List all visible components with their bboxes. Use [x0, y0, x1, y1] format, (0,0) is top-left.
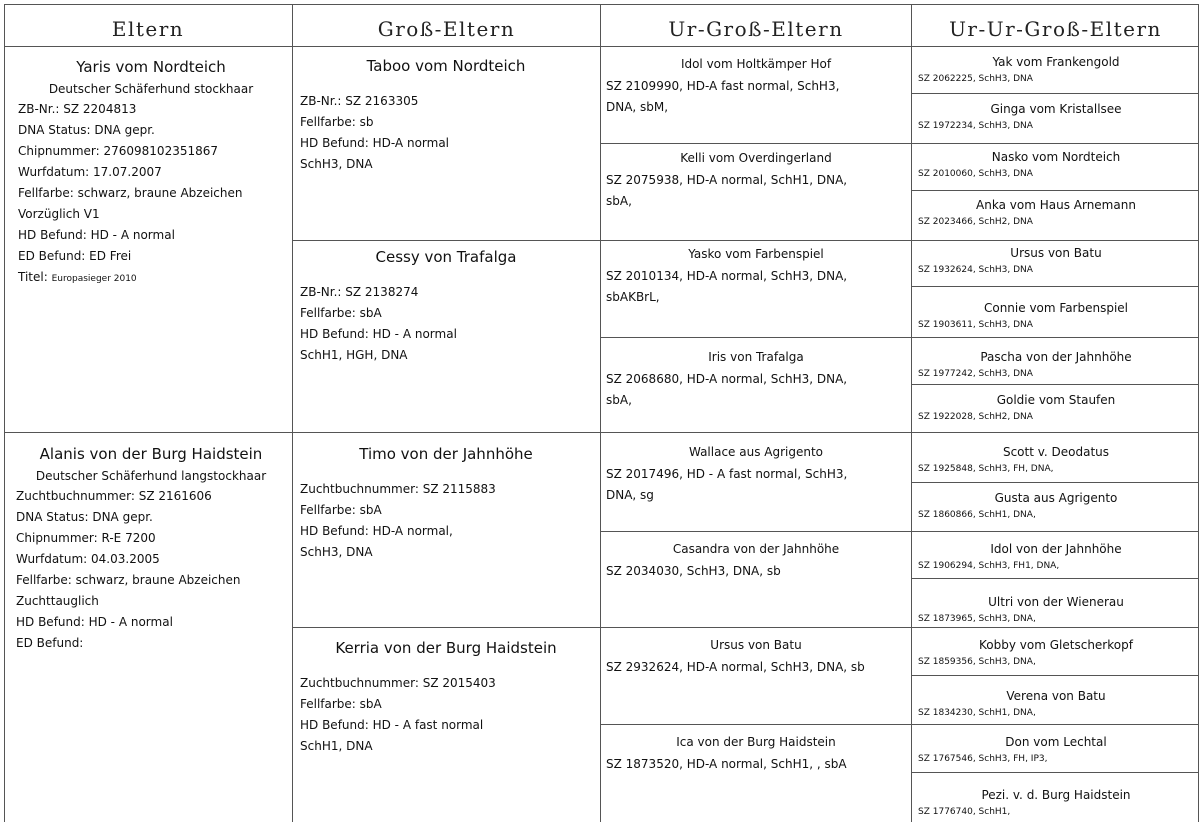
- dog-name: Ursus von Batu: [710, 638, 802, 652]
- dog-name: Cessy von Trafalga: [375, 248, 517, 266]
- title-value: Europasieger 2010: [51, 274, 137, 284]
- great-grandparent-cell: [606, 541, 906, 582]
- info-line: Fellfarbe: sbA: [300, 306, 382, 320]
- info-line: SZ 2932624, HD-A normal, SchH3, DNA, sb: [606, 660, 865, 674]
- dog-name: Alanis von der Burg Haidstein: [39, 445, 263, 463]
- info-line: HD Befund: HD - A normal: [16, 615, 173, 629]
- great-grandparent-cell: [606, 637, 906, 678]
- info-line: HD Befund: HD-A normal: [300, 136, 450, 150]
- dog-name: Yak vom Frankengold: [992, 55, 1120, 69]
- dog-name: Timo von der Jahnhöhe: [359, 445, 533, 463]
- info-line: sbAKBrL,: [606, 290, 660, 304]
- registration-info: SZ 1922028, SchH2, DNA: [918, 412, 1033, 422]
- grandparent-divider-1: [292, 240, 1199, 241]
- info-line: Zuchtbuchnummer: SZ 2161606: [16, 489, 212, 503]
- info-line: Zuchtbuchnummer: SZ 2015403: [300, 676, 496, 690]
- grandparent-divider-2: [292, 627, 1199, 628]
- dog-name: Casandra von der Jahnhöhe: [672, 542, 840, 556]
- registration-info: SZ 1932624, SchH3, DNA: [918, 265, 1033, 275]
- dog-name: Kelli vom Overdingerland: [680, 151, 832, 165]
- info-line: SchH3, DNA: [300, 157, 373, 171]
- ggp-divider-3: [600, 531, 1199, 532]
- ggp-divider-1: [600, 143, 1199, 144]
- info-line: Chipnummer: 276098102351867: [18, 144, 219, 158]
- dog-name: Gusta aus Agrigento: [994, 491, 1118, 505]
- registration-info: SZ 1873965, SchH3, DNA,: [918, 614, 1036, 624]
- great-great-grandparent-cell: [918, 637, 1194, 668]
- header-grandparents: Groß-Eltern: [377, 17, 516, 41]
- info-line: Fellfarbe: sb: [300, 115, 374, 129]
- dog-name: Ursus von Batu: [1010, 246, 1102, 260]
- info-line: ED Befund: ED Frei: [18, 249, 132, 263]
- info-line: sbA,: [606, 393, 632, 407]
- great-great-grandparent-cell: [918, 54, 1194, 85]
- great-great-grandparent-cell: [918, 149, 1194, 180]
- info-line: Fellfarbe: schwarz, braune Abzeichen: [18, 186, 243, 200]
- parent-cell-sire: [18, 58, 284, 290]
- dog-name: Goldie vom Staufen: [996, 393, 1116, 407]
- great-grandparent-cell: [606, 246, 906, 308]
- gggp-divider-3: [911, 286, 1199, 287]
- registration-info: SZ 1767546, SchH3, FH, IP3,: [918, 754, 1048, 764]
- header-parents: Eltern: [111, 17, 185, 41]
- parent-cell-dam: [16, 445, 286, 654]
- great-grandparent-cell: [606, 734, 906, 775]
- info-line: Zuchtbuchnummer: SZ 2115883: [300, 482, 496, 496]
- header-great-great-grandparents: Ur-Ur-Groß-Eltern: [949, 17, 1162, 41]
- registration-info: SZ 2062225, SchH3, DNA: [918, 74, 1033, 84]
- grandparent-cell: [300, 639, 592, 757]
- half-divider: [4, 432, 1199, 433]
- dog-name: Kobby vom Gletscherkopf: [979, 638, 1133, 652]
- info-line: Zuchttauglich: [16, 594, 99, 608]
- breed-label: Deutscher Schäferhund langstockhaar: [35, 469, 267, 483]
- great-great-grandparent-cell: [918, 594, 1194, 625]
- info-line: SZ 1873520, HD-A normal, SchH1, , sbA: [606, 757, 847, 771]
- great-great-grandparent-cell: [918, 444, 1194, 475]
- info-line: DNA Status: DNA gepr.: [16, 510, 153, 524]
- dog-name: Kerria von der Burg Haidstein: [335, 639, 557, 657]
- info-line: Fellfarbe: schwarz, braune Abzeichen: [16, 573, 241, 587]
- dog-name: Don vom Lechtal: [1005, 735, 1107, 749]
- info-line: ZB-Nr.: SZ 2204813: [18, 102, 137, 116]
- great-grandparent-cell: [606, 56, 906, 118]
- info-line: HD Befund: HD - A normal: [300, 327, 457, 341]
- registration-info: SZ 1834230, SchH1, DNA,: [918, 708, 1036, 718]
- title-line: [18, 267, 284, 290]
- great-great-grandparent-cell: [918, 490, 1194, 521]
- column-divider-3: [911, 4, 912, 822]
- great-great-grandparent-cell: [918, 688, 1194, 719]
- info-line: Chipnummer: R-E 7200: [16, 531, 156, 545]
- info-line: DNA Status: DNA gepr.: [18, 123, 155, 137]
- header-great-grandparents: Ur-Groß-Eltern: [668, 17, 844, 41]
- dog-name: Idol von der Jahnhöhe: [990, 542, 1122, 556]
- great-great-grandparent-cell: [918, 392, 1194, 423]
- title-label: Titel:: [18, 270, 48, 284]
- ggp-divider-4: [600, 724, 1199, 725]
- info-line: ED Befund:: [16, 636, 84, 650]
- info-line: SZ 2068680, HD-A normal, SchH3, DNA,: [606, 372, 848, 386]
- grandparent-cell: [300, 57, 592, 175]
- info-line: SchH3, DNA: [300, 545, 373, 559]
- dog-name: Connie vom Farbenspiel: [983, 301, 1129, 315]
- dog-name: Verena von Batu: [1006, 689, 1106, 703]
- registration-info: SZ 1776740, SchH1,: [918, 807, 1011, 817]
- great-great-grandparent-cell: [918, 245, 1194, 276]
- registration-info: SZ 1925848, SchH3, FH, DNA,: [918, 464, 1054, 474]
- dog-name: Yaris vom Nordteich: [76, 58, 226, 76]
- info-line: Fellfarbe: sbA: [300, 697, 382, 711]
- gggp-divider-5: [911, 482, 1199, 483]
- registration-info: SZ 1860866, SchH1, DNA,: [918, 510, 1036, 520]
- column-divider-2: [600, 4, 601, 822]
- great-great-grandparent-cell: [918, 197, 1194, 228]
- ggp-divider-2: [600, 337, 1199, 338]
- registration-info: SZ 2023466, SchH2, DNA: [918, 217, 1033, 227]
- info-line: SZ 2034030, SchH3, DNA, sb: [606, 564, 781, 578]
- gggp-divider-4: [911, 384, 1199, 385]
- registration-info: SZ 1906294, SchH3, FH1, DNA,: [918, 561, 1060, 571]
- breed-label: Deutscher Schäferhund stockhaar: [48, 82, 254, 96]
- info-line: DNA, sbM,: [606, 100, 669, 114]
- registration-info: SZ 1977242, SchH3, DNA: [918, 369, 1033, 379]
- info-line: Wurfdatum: 04.03.2005: [16, 552, 160, 566]
- great-grandparent-cell: [606, 349, 906, 411]
- great-great-grandparent-cell: [918, 349, 1194, 380]
- info-line: ZB-Nr.: SZ 2138274: [300, 285, 419, 299]
- info-line: HD Befund: HD-A normal,: [300, 524, 453, 538]
- registration-info: SZ 2010060, SchH3, DNA: [918, 169, 1033, 179]
- info-line: SZ 2075938, HD-A normal, SchH1, DNA,: [606, 173, 848, 187]
- gggp-divider-7: [911, 675, 1199, 676]
- dog-name: Nasko vom Nordteich: [991, 150, 1121, 164]
- table-border-left: [4, 4, 5, 822]
- dog-name: Anka vom Haus Arnemann: [976, 198, 1136, 212]
- dog-name: Wallace aus Agrigento: [688, 445, 824, 459]
- gggp-divider-6: [911, 578, 1199, 579]
- info-line: SZ 2010134, HD-A normal, SchH3, DNA,: [606, 269, 848, 283]
- registration-info: SZ 1972234, SchH3, DNA: [918, 121, 1033, 131]
- dog-name: Pascha von der Jahnhöhe: [980, 350, 1132, 364]
- dog-name: Pezi. v. d. Burg Haidstein: [981, 788, 1131, 802]
- great-great-grandparent-cell: [918, 787, 1194, 818]
- great-great-grandparent-cell: [918, 300, 1194, 331]
- dog-name: Iris von Trafalga: [708, 350, 804, 364]
- dog-name: Ginga vom Kristallsee: [990, 102, 1122, 116]
- info-line: SZ 2109990, HD-A fast normal, SchH3,: [606, 79, 840, 93]
- dog-name: Scott v. Deodatus: [1002, 445, 1110, 459]
- grandparent-cell: [300, 248, 592, 366]
- pedigree-table: [4, 4, 1199, 822]
- info-line: SchH1, DNA: [300, 739, 373, 753]
- great-great-grandparent-cell: [918, 541, 1194, 572]
- registration-info: SZ 1903611, SchH3, DNA: [918, 320, 1033, 330]
- dog-name: Ica von der Burg Haidstein: [676, 735, 836, 749]
- info-line: Wurfdatum: 17.07.2007: [18, 165, 162, 179]
- table-border-top: [4, 4, 1199, 5]
- grandparent-cell: [300, 445, 592, 563]
- info-line: DNA, sg: [606, 488, 654, 502]
- great-grandparent-cell: [606, 444, 906, 506]
- info-line: ZB-Nr.: SZ 2163305: [300, 94, 419, 108]
- dog-name: Taboo vom Nordteich: [366, 57, 526, 75]
- great-great-grandparent-cell: [918, 734, 1194, 765]
- gggp-divider-8: [911, 772, 1199, 773]
- table-border-right: [1198, 4, 1199, 822]
- great-grandparent-cell: [606, 150, 906, 212]
- info-line: HD Befund: HD - A normal: [18, 228, 175, 242]
- info-line: SchH1, HGH, DNA: [300, 348, 408, 362]
- gggp-divider-2: [911, 190, 1199, 191]
- dog-name: Yasko vom Farbenspiel: [688, 247, 824, 261]
- dog-name: Ultri von der Wienerau: [988, 595, 1124, 609]
- registration-info: SZ 1859356, SchH3, DNA,: [918, 657, 1036, 667]
- info-line: Vorzüglich V1: [18, 207, 100, 221]
- info-line: sbA,: [606, 194, 632, 208]
- info-line: Fellfarbe: sbA: [300, 503, 382, 517]
- info-line: SZ 2017496, HD - A fast normal, SchH3,: [606, 467, 848, 481]
- column-divider-1: [292, 4, 293, 822]
- info-line: HD Befund: HD - A fast normal: [300, 718, 484, 732]
- great-great-grandparent-cell: [918, 101, 1194, 132]
- dog-name: Idol vom Holtkämper Hof: [680, 57, 832, 71]
- gggp-divider-1: [911, 93, 1199, 94]
